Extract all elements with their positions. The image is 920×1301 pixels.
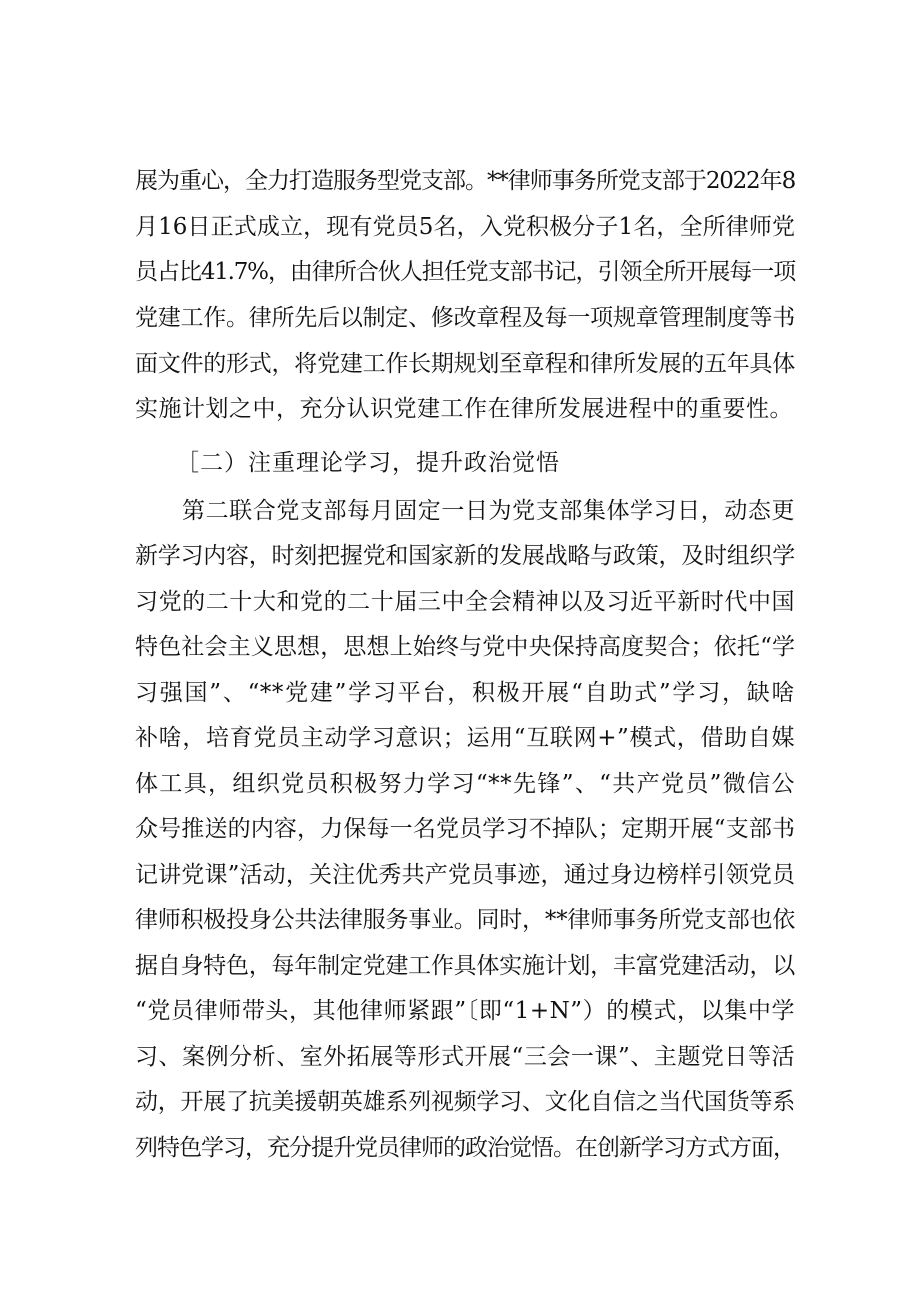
paragraph-line: 习党的二十大和党的二十届三中全会精神以及习近平新时代中国 <box>135 589 795 615</box>
paragraph-line: 党建工作。律所先后以制定、修改章程及每一项规章管理制度等书 <box>135 305 795 331</box>
paragraph-line: 列特色学习，充分提升党员律师的政治觉悟。在创新学习方式方面， <box>135 1135 795 1161</box>
paragraph-line: 展为重心，全力打造服务型党支部。**律师事务所党支部于2022年8 <box>135 168 795 194</box>
paragraph-line: 面文件的形式，将党建工作长期规划至章程和律所发展的五年具体 <box>135 351 795 377</box>
paragraph-line: 众号推送的内容，力保每一名党员学习不掉队；定期开展“支部书 <box>135 816 795 842</box>
paragraph-line: 习、案例分析、室外拓展等形式开展“三会一课”、主题党日等活 <box>135 1044 795 1070</box>
paragraph-line: 记讲党课”活动，关注优秀共产党员事迹，通过身边榜样引领党员 <box>135 862 795 888</box>
paragraph-line: 律师积极投身公共法律服务事业。同时，**律师事务所党支部也依 <box>135 907 795 933</box>
paragraph-line: 新学习内容，时刻把握党和国家新的发展战略与政策，及时组织学 <box>135 543 795 569</box>
paragraph-line: 补啥，培育党员主动学习意识；运用“互联网+”模式，借助自媒 <box>135 725 795 751</box>
paragraph-line: 特色社会主义思想，思想上始终与党中央保持高度契合；依托“学 <box>135 634 795 660</box>
paragraph-line: 第二联合党支部每月固定一日为党支部集体学习日，动态更 <box>182 498 795 524</box>
paragraph-line: 月16日正式成立，现有党员5名，入党积极分子1名，全所律师党 <box>135 214 795 240</box>
paragraph-line: 员占比41.7%，由律所合伙人担任党支部书记，引领全所开展每一项 <box>135 259 795 285</box>
section-heading: ［二）注重理论学习，提升政治觉悟 <box>176 450 560 476</box>
paragraph-line: 体工具，组织党员积极努力学习“**先锋”、“共产党员”微信公 <box>135 771 795 797</box>
paragraph-line: 实施计划之中，充分认识党建工作在律所发展进程中的重要性。 <box>135 396 793 422</box>
paragraph-line: 据自身特色，每年制定党建工作具体实施计划，丰富党建活动，以 <box>135 953 795 979</box>
paragraph-line: 动，开展了抗美援朝英雄系列视频学习、文化自信之当代国货等系 <box>135 1089 795 1115</box>
paragraph-line: 习强国”、“**党建”学习平台，积极开展“自助式”学习，缺啥 <box>135 680 795 706</box>
paragraph-line: “党员律师带头，其他律师紧跟”〔即“1+N”）的模式，以集中学 <box>135 998 795 1024</box>
